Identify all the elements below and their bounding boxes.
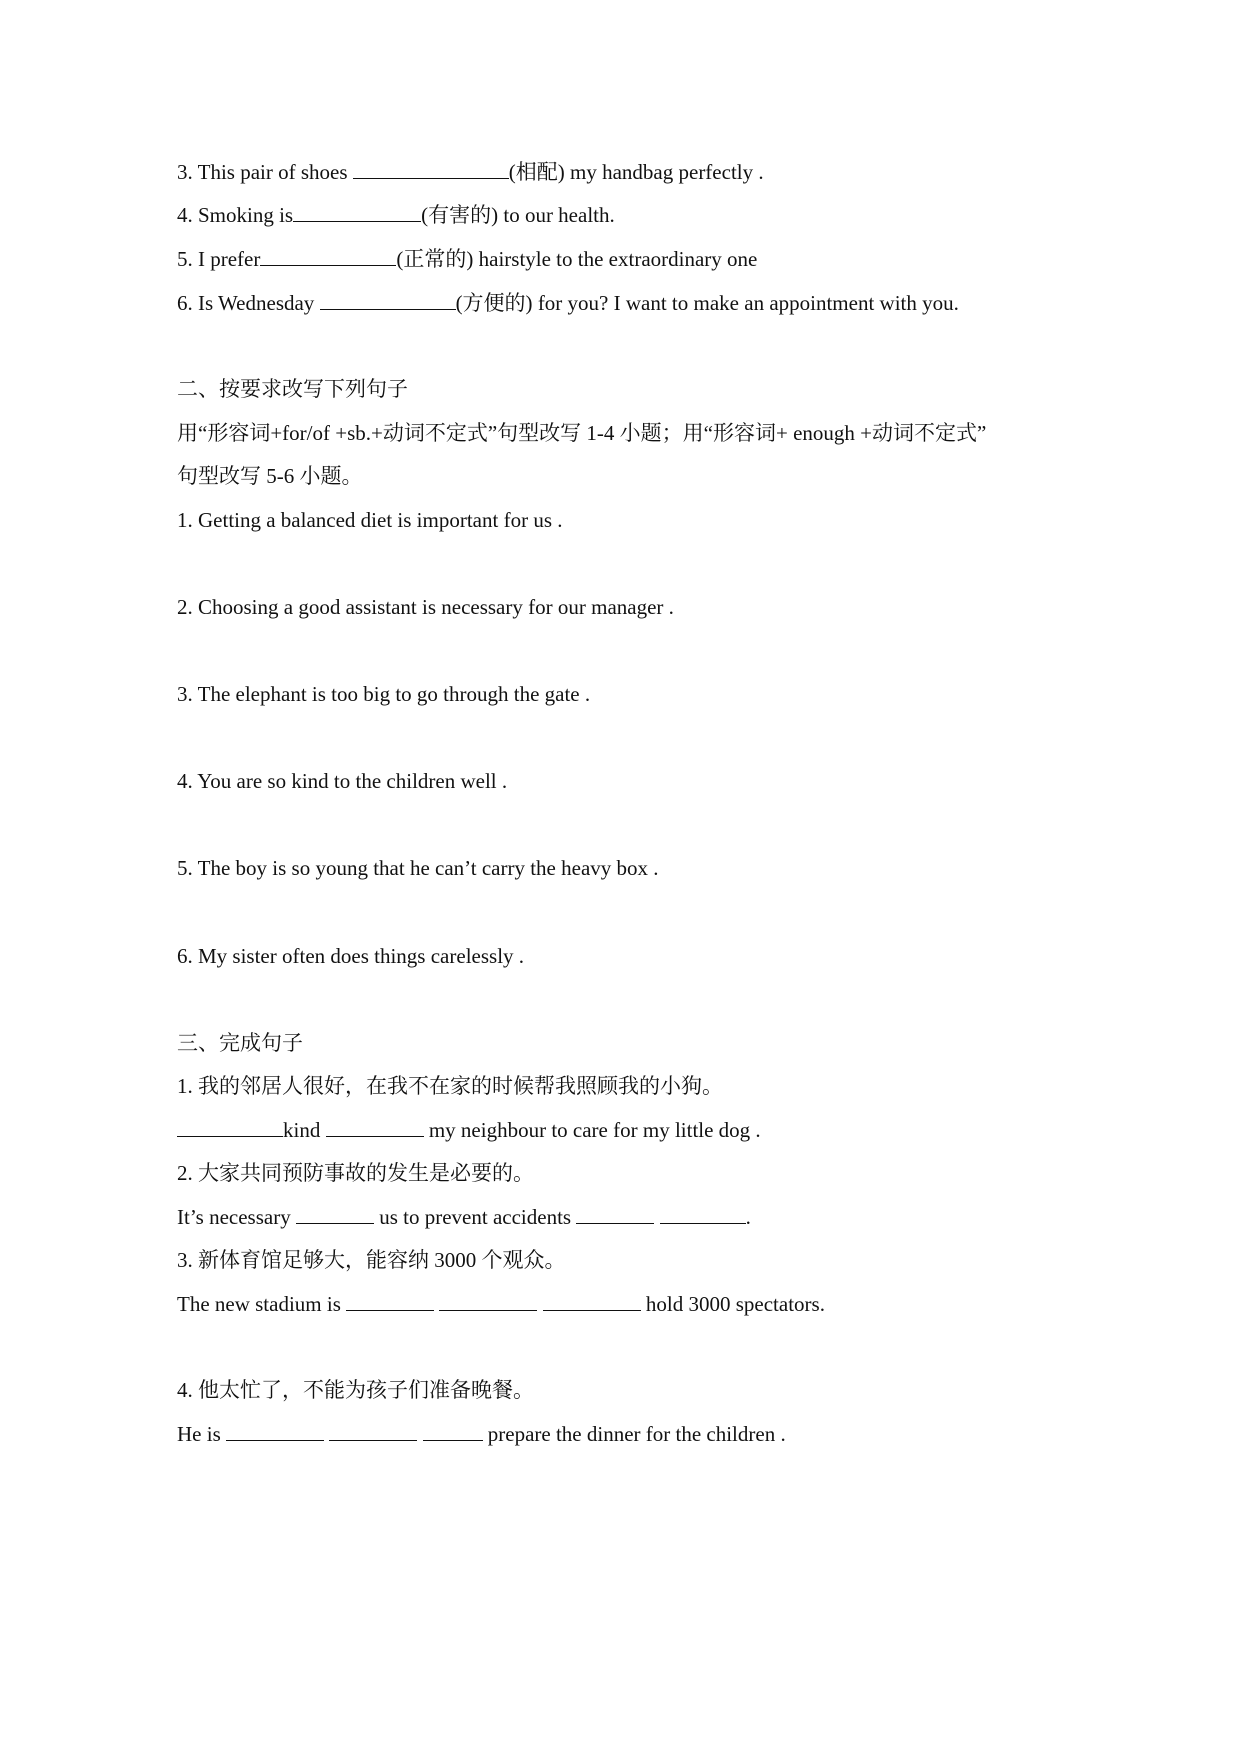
rewrite-item-2: 2. Choosing a good assistant is necessary for our manager .	[177, 595, 674, 619]
answer-blank[interactable]	[660, 1222, 746, 1224]
rewrite-item-5: 5. The boy is so young that he can’t carry the heavy box .	[177, 856, 659, 880]
part1-item-3: 3. This pair of shoes (相配) my handbag perfectly .	[177, 160, 764, 184]
part1-item-4: 4. Smoking is (有害的) to our health.	[177, 203, 615, 227]
answer-blank[interactable]	[329, 1439, 417, 1441]
rewrite-item-1: 1. Getting a balanced diet is important for us .	[177, 508, 563, 532]
translate-q2-en: It’s necessary us to prevent accidents .	[177, 1205, 751, 1229]
answer-blank[interactable]	[576, 1222, 654, 1224]
translate-q3-en: The new stadium is hold 3000 spectators.	[177, 1292, 825, 1316]
section-instruction: 句型改写 5-6 小题。	[177, 464, 363, 488]
answer-blank[interactable]	[353, 177, 509, 179]
translate-q4-en: He is prepare the dinner for the children .	[177, 1422, 786, 1446]
section-heading-3: 三、完成句子	[177, 1031, 303, 1055]
answer-blank[interactable]	[423, 1439, 483, 1441]
answer-blank[interactable]	[293, 220, 421, 222]
answer-blank[interactable]	[326, 1135, 424, 1137]
rewrite-item-3: 3. The elephant is too big to go through the gate .	[177, 682, 591, 706]
part1-item-6: 6. Is Wednesday (方便的) for you? I want to make an appointment with you.	[177, 291, 959, 315]
part1-item-5: 5. I prefer (正常的) hairstyle to the extraordinary one	[177, 247, 758, 271]
answer-blank[interactable]	[320, 308, 456, 310]
translate-q1-en: kind my neighbour to care for my little dog .	[177, 1116, 1077, 1144]
answer-blank[interactable]	[439, 1309, 537, 1311]
answer-blank[interactable]	[543, 1309, 641, 1311]
answer-blank[interactable]	[346, 1309, 434, 1311]
section-instruction: 用“形容词+for/of +sb.+动词不定式”句型改写 1-4 小题；用“形容词+ enough +动词不定式”	[177, 421, 987, 445]
translate-q2-cn: 2. 大家共同预防事故的发生是必要的。	[177, 1161, 534, 1185]
translate-q4-cn: 4. 他太忙了，不能为孩子们准备晚餐。	[177, 1378, 534, 1402]
rewrite-item-6: 6. My sister often does things carelessly .	[177, 944, 525, 968]
translate-q1-cn: 1. 我的邻居人很好，在我不在家的时候帮我照顾我的小狗。	[177, 1074, 723, 1098]
section-heading-2: 二、按要求改写下列句子	[177, 377, 408, 401]
answer-blank[interactable]	[226, 1439, 324, 1441]
answer-blank[interactable]	[177, 1135, 283, 1137]
answer-blank[interactable]	[296, 1222, 374, 1224]
rewrite-item-4: 4. You are so kind to the children well .	[177, 769, 508, 793]
answer-blank[interactable]	[260, 264, 396, 266]
translate-q3-cn: 3. 新体育馆足够大，能容纳 3000 个观众。	[177, 1248, 566, 1272]
